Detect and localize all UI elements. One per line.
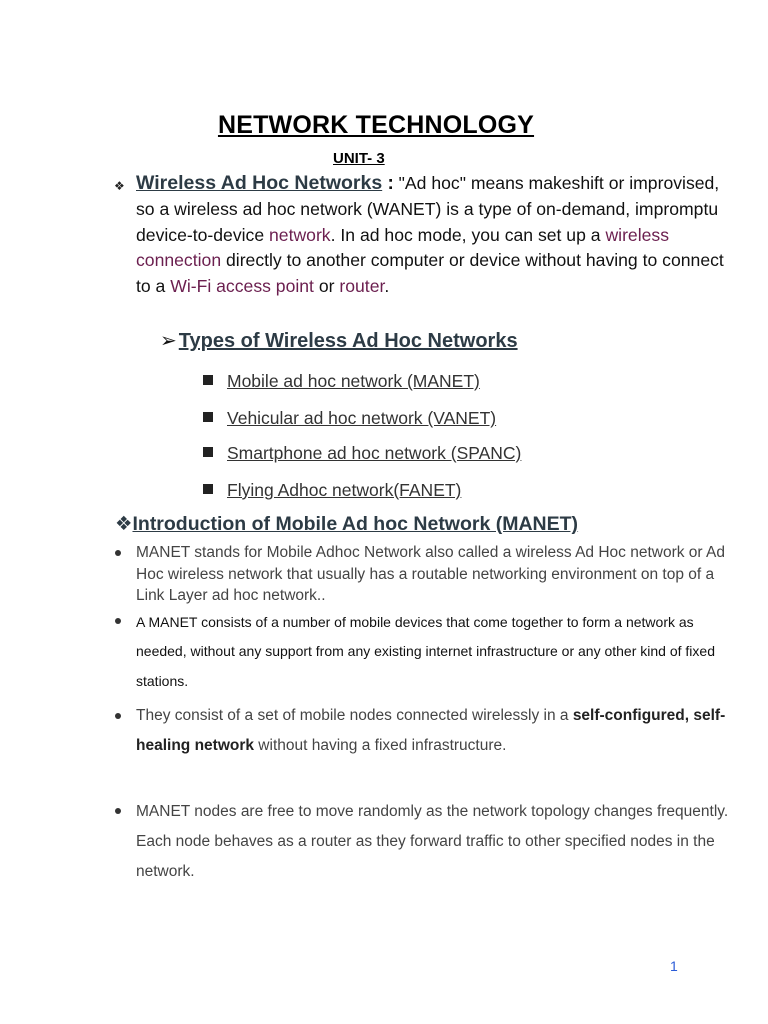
network-link[interactable]: network [269, 224, 331, 245]
paragraph-text: . [384, 276, 390, 297]
bullet-text-3b: without having a fixed infrastructure. [254, 737, 507, 754]
wifi-access-point-link[interactable]: Wi-Fi access point [170, 276, 314, 297]
diamond-bullet-icon: ❖ [114, 179, 125, 193]
bullet-text-3-bold: self-configured, self-healing network [136, 707, 726, 754]
wireless-connection-link[interactable]: wireless connection [136, 224, 669, 271]
unit-label: UNIT- 3 [333, 150, 385, 167]
bullet-text-1: MANET stands for Mobile Adhoc Network also called a wireless Ad Hoc network or Ad Hoc wireless network that usually has a routable networking environment on top of a Link Layer ad hoc network.. [136, 544, 725, 604]
types-heading [160, 328, 518, 353]
bullet-text-3a: They consist of a set of mobile nodes connected wirelessly in a [136, 707, 573, 724]
bullet-text-4: MANET nodes are free to move randomly as the network topology changes frequently. Each node behaves as a router as they forward traffic to other specified nodes in the network. [136, 803, 729, 880]
paragraph-text: or [313, 276, 340, 297]
square-bullet-icon [203, 447, 213, 457]
paragraph-text: "Ad hoc" means makeshift or improvised, so a wireless ad hoc network (WANET) is a type of on-demand, impromptu device-to-device [136, 173, 720, 245]
diamond-bullet-icon: ❖ [115, 513, 133, 535]
list-item [203, 371, 480, 392]
list-item [203, 408, 496, 429]
intro-heading-label: Introduction of Mobile Ad hoc Network (MANET) [132, 513, 579, 535]
bullet-dot-icon [115, 550, 121, 556]
bullet-dot-icon [115, 618, 121, 624]
wireless-adhoc-paragraph [136, 171, 736, 300]
list-item [203, 480, 461, 501]
router-link[interactable]: router [339, 276, 385, 297]
paragraph-text: directly to another computer or device without having to connect to a [136, 250, 724, 297]
square-bullet-icon [203, 484, 213, 494]
square-bullet-icon [203, 412, 213, 422]
bullet-text-3 [136, 701, 736, 761]
intro-heading [115, 512, 578, 536]
bullet-dot-icon [115, 808, 121, 814]
square-bullet-icon [203, 375, 213, 385]
list-item [203, 443, 521, 464]
heading-colon: : [382, 173, 394, 194]
list-item-label[interactable]: Smartphone ad hoc network (SPANC) [227, 443, 522, 463]
list-item-label[interactable]: Flying Adhoc network(FANET) [227, 480, 462, 500]
types-heading-label: Types of Wireless Ad Hoc Networks [178, 330, 518, 352]
wireless-adhoc-heading: Wireless Ad Hoc Networks [136, 172, 383, 194]
bullet-dot-icon [115, 713, 121, 719]
page-number: 1 [670, 958, 678, 974]
arrow-bullet-icon: ➢ [160, 330, 177, 352]
list-item-label[interactable]: Vehicular ad hoc network (VANET) [227, 408, 497, 428]
bullet-text-2: A MANET consists of a number of mobile devices that come together to form a network as needed, without any support from any existing internet infrastructure or any other kind of fixed stations. [136, 614, 715, 689]
document-title: NETWORK TECHNOLOGY [217, 111, 535, 139]
paragraph-text: . In ad hoc mode, you can set up a [330, 224, 606, 245]
list-item-label[interactable]: Mobile ad hoc network (MANET) [227, 371, 480, 391]
